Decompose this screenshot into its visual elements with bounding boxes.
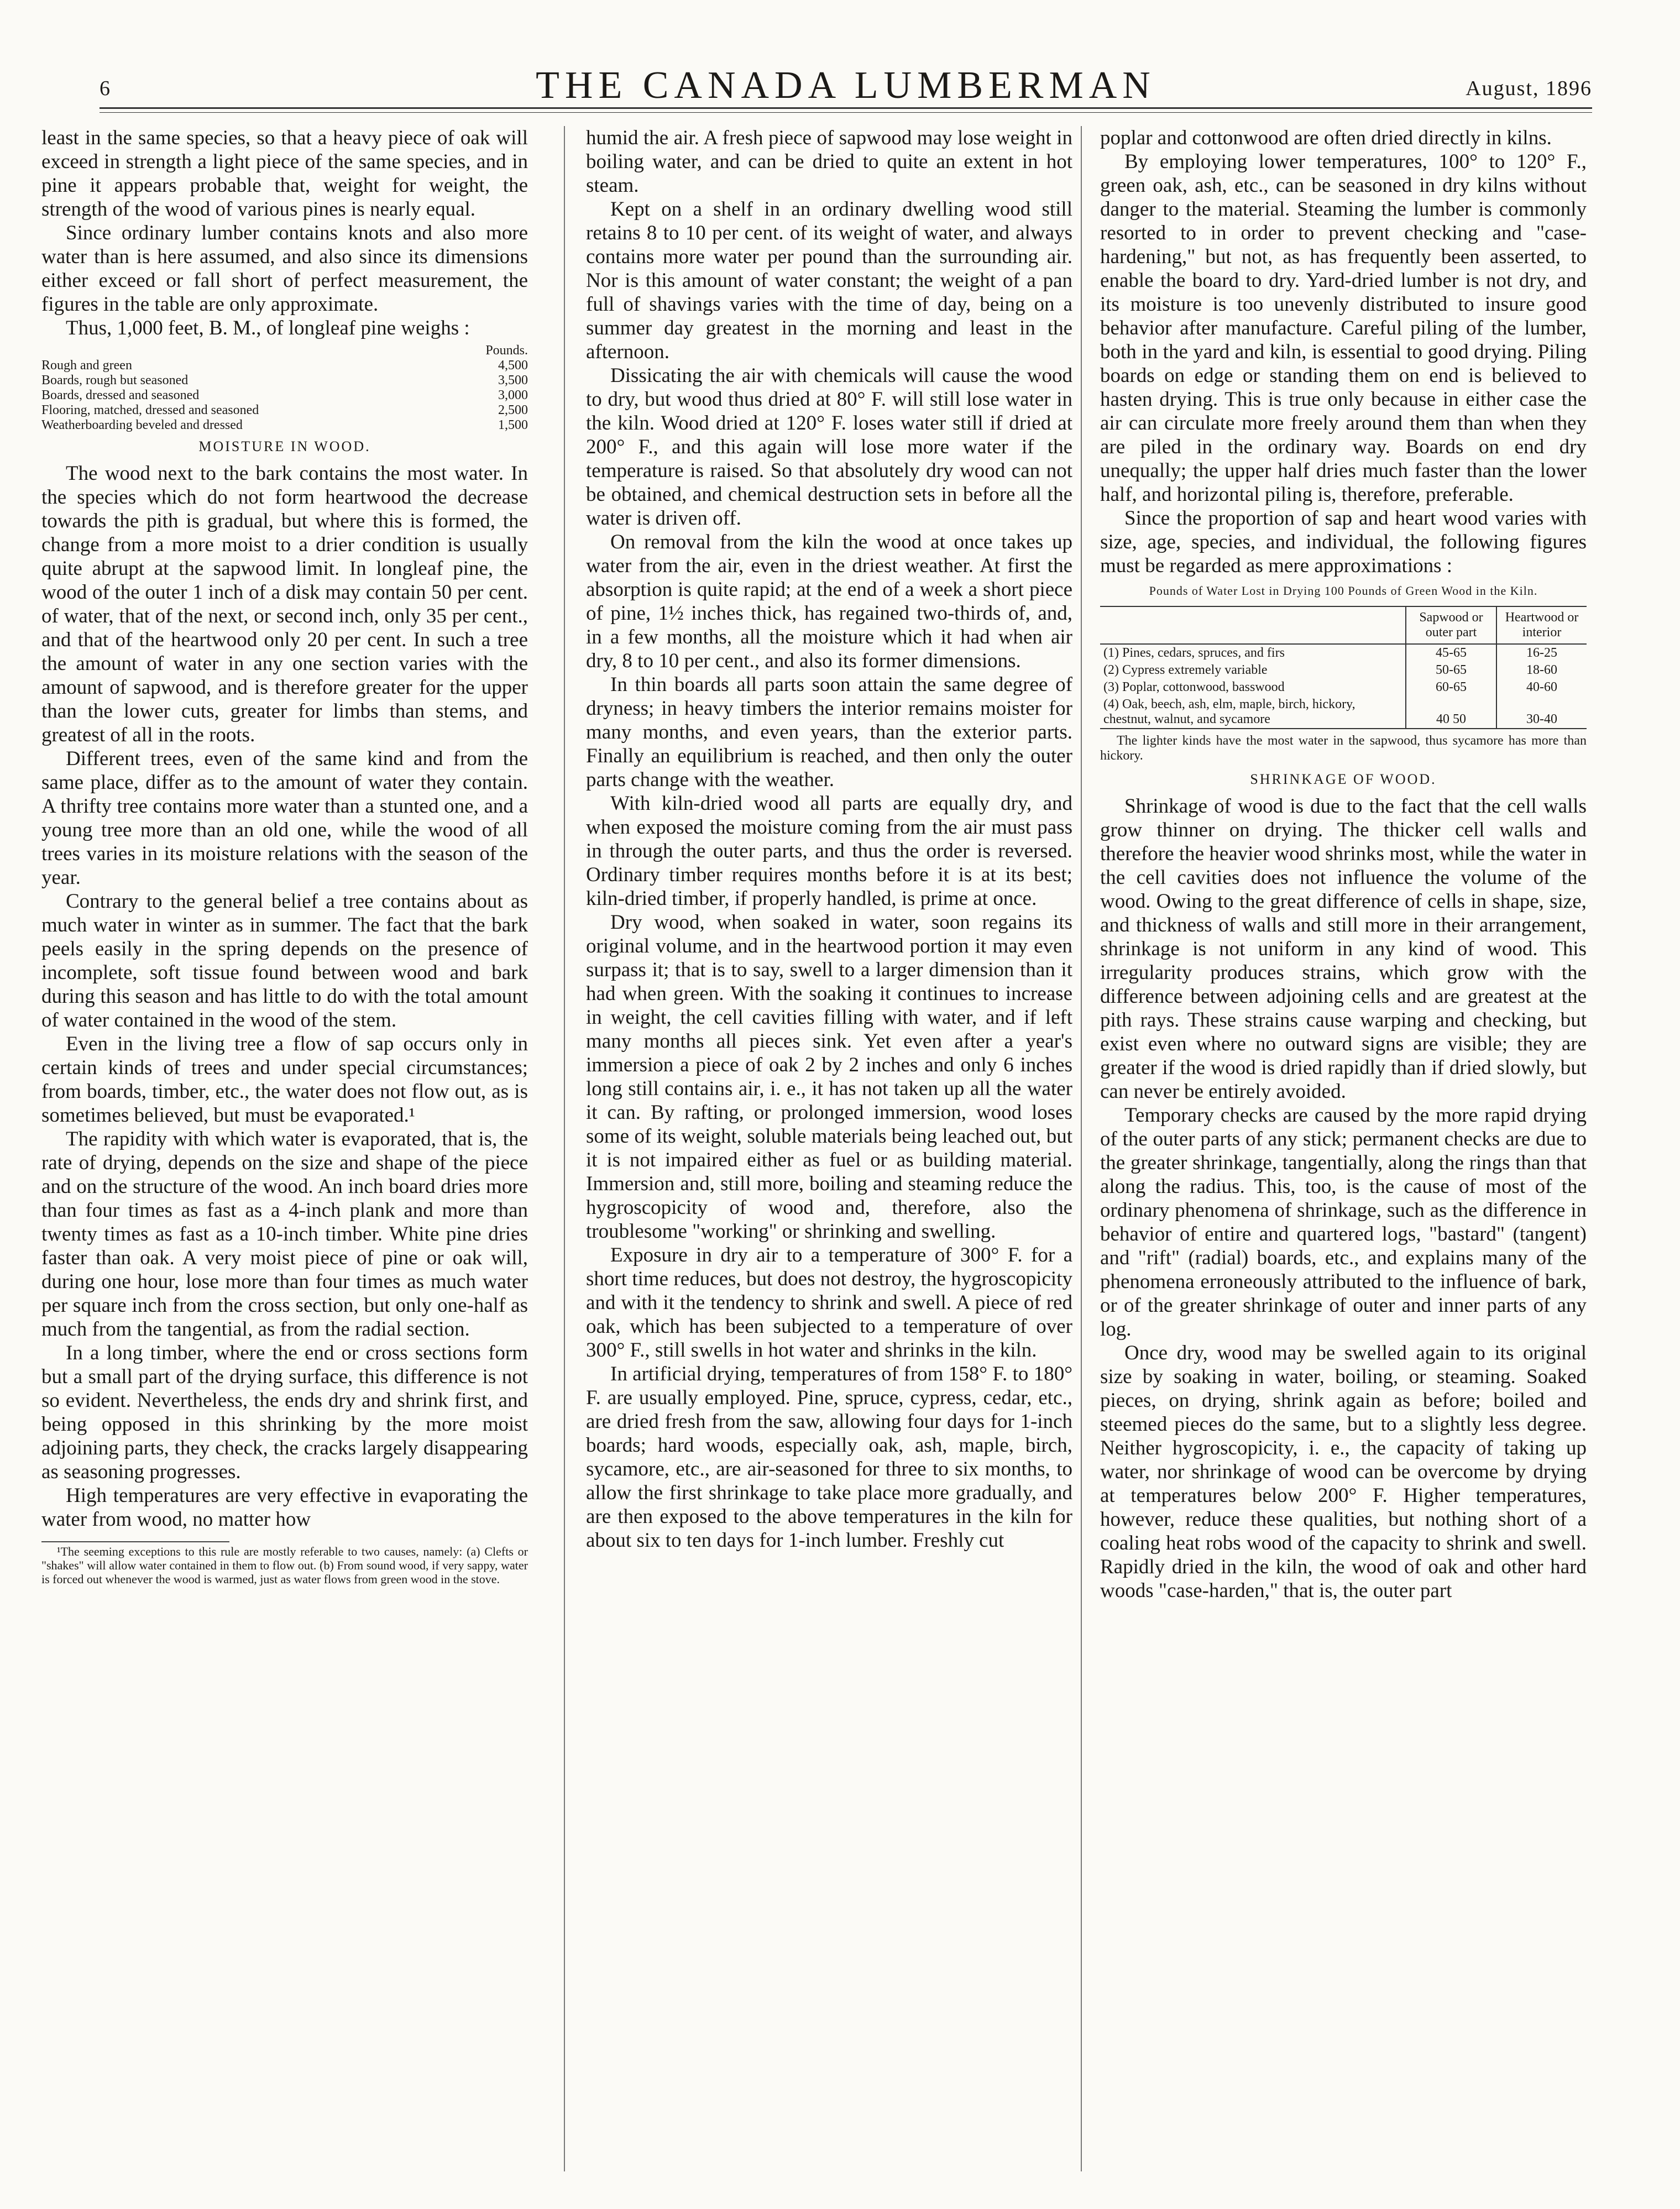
table-note: The lighter kinds have the most water in the sapwood, thus sycamore has more than hickory.	[1100, 734, 1587, 763]
paragraph: Dry wood, when soaked in water, soon regains its original volume, and in the heartwood portion it may even surpass it; that is to say, swell to a larger dimension than it had when green. With the soaking it continues to increase in weight, the cell cavities filling with water, and if left many months all pieces sink. Yet even after a year's immersion a piece of oak 2 by 2 inches and only 6 inches long still contains air, i. e., it has not taken up all the water it can. By rafting, or prolonged immersion, wood loses some of its weight, soluble materials being leached out, but it is not impaired either as fuel or as building material. Immersion and, still more, boiling and steaming reduce the hygroscopicity of wood and, therefore, also the troublesome "working" or shrinking and swelling.	[586, 911, 1072, 1243]
header-rule-thin	[100, 112, 1592, 113]
table-cell: 18-60	[1496, 662, 1587, 679]
table-header	[1100, 606, 1406, 644]
table-header: Heartwood or interior	[1496, 606, 1587, 644]
paragraph: In thin boards all parts soon attain the same degree of dryness; in heavy timbers the interior remains moister for many months, and even years, than the exterior parts. Finally an equilibrium is reached, and then only the outer parts change with the weather.	[586, 673, 1072, 791]
table-cell: Boards, dressed and seasoned	[41, 388, 200, 402]
paragraph: Kept on a shelf in an ordinary dwelling wood still retains 8 to 10 per cent. of its weight of water, and always contains more water per pound than the surrounding air. Nor is this amount of water constant; the weight of a pan full of shavings varies with the time of day, being on a summer day greatest in the morning and least in the afternoon.	[586, 198, 1072, 363]
table-cell: 3,000	[498, 388, 528, 402]
table-cell: (2) Cypress extremely variable	[1103, 663, 1268, 677]
paragraph: Since ordinary lumber contains knots and also more water than is here assumed, and also since its dimensions either exceed or fall short of perfect measurement, the figures in the table are only approximate.	[41, 222, 528, 316]
paragraph: Since the proportion of sap and heart wood varies with size, age, species, and individual, the following figures must be regarded as mere approximations :	[1100, 507, 1587, 577]
weights-unit: Pounds.	[485, 343, 528, 358]
table-cell: 60-65	[1406, 679, 1496, 696]
table-cell: 40-60	[1496, 679, 1587, 696]
table-row	[1100, 696, 1587, 729]
column-1	[41, 126, 528, 2182]
table-cell: 2,500	[498, 403, 528, 417]
table-cell: Rough and green	[41, 358, 132, 373]
header-rule	[100, 107, 1592, 109]
table-row	[1100, 662, 1587, 679]
table-cell: 30-40	[1496, 696, 1587, 729]
column-divider	[1081, 126, 1082, 2171]
paragraph: High temperatures are very effective in evaporating the water from wood, no matter how	[41, 1484, 528, 1531]
paragraph: humid the air. A fresh piece of sapwood may lose weight in boiling water, and can be dried to quite an extent in hot steam.	[586, 127, 1072, 197]
paragraph: Thus, 1,000 feet, B. M., of longleaf pine weighs :	[66, 317, 470, 339]
paragraph: Dissicating the air with chemicals will cause the wood to dry, but wood thus dried at 80° F. will still lose water in the kiln. Wood dried at 120° F. loses water still if dried at 200° F., and this again will lose more water if the temperature is raised. So that absolutely dry wood can not be obtained, and chemical destruction sets in before all the water is driven off.	[586, 364, 1072, 530]
paragraph: Shrinkage of wood is due to the fact that the cell walls grow thinner on drying. The thicker cell walls and therefore the heavier wood shrinks most, while the water in the cell cavities does not influence the volume of the wood. Owing to the great difference of cells in shape, size, and thickness of walls and still more in their arrangement, shrinkage is not uniform in any kind of wood. This irregularity produces strains, which grow with the difference between adjoining cells and are greatest at the pith rays. These strains cause warping and checking, but exist even where no outward signs are visible; they are greater if the wood is dried rapidly than if dried slowly, but can never be entirely avoided.	[1100, 795, 1587, 1103]
table-cell: (3) Poplar, cottonwood, basswood	[1103, 680, 1285, 694]
paragraph: Different trees, even of the same kind and from the same place, differ as to the amount of water they contain. A thrifty tree contains more water than a stunted one, and a young tree more than an old one, while the wood of all trees varies in its moisture relations with the season of the year.	[41, 747, 528, 889]
table-cell: 16-25	[1496, 644, 1587, 662]
table-row	[41, 403, 528, 418]
page-header	[100, 66, 1592, 105]
column-3	[1100, 126, 1587, 2182]
footnote: ¹The seeming exceptions to this rule are mostly referable to two causes, namely: (a) Clefts or "shakes" will allow water contained in them to flow out. (b) From sound wood, if very sappy, water is forced out whenever the wood is warmed, just as water flows from green wood in the stove.	[41, 1545, 528, 1586]
table-caption: Pounds of Water Lost in Drying 100 Pounds of Green Wood in the Kiln.	[1149, 584, 1538, 598]
paragraph: The wood next to the bark contains the most water. In the species which do not form heartwood the decrease towards the pith is gradual, but where this is formed, the change from a more moist to a drier condition is usually quite abrupt at the sapwood limit. In longleaf pine, the wood of the outer 1 inch of a disk may contain 50 per cent. of water, that of the next, or second inch, only 35 per cent., and that of the heartwood only 20 per cent. In such a tree the amount of water in any one section varies with the amount of sapwood, and is therefore greater for the upper than the lower cuts, greater for limbs than stems, and greatest of all in the roots.	[41, 462, 528, 746]
column-divider	[564, 126, 565, 2171]
paragraph: Temporary checks are caused by the more rapid drying of the outer parts of any stick; permanent checks are due to the greater shrinkage, tangentially, along the rings than that along the radius. This, too, is the cause of most of the ordinary phenomena of shrinkage, such as the difference in behavior of entire and quartered logs, "bastard" (tangent) and "rift" (radial) boards, etc., and explains many of the phenomena erroneously attributed to the influence of bark, or of the greater shrinkage of outer and inner parts of any log.	[1100, 1104, 1587, 1341]
table-cell: 3,500	[498, 373, 528, 388]
table-cell: 45-65	[1406, 644, 1496, 662]
table-header: Sapwood or outer part	[1406, 606, 1496, 644]
table-cell: 50-65	[1406, 662, 1496, 679]
column-2	[586, 126, 1072, 2182]
paragraph: Even in the living tree a flow of sap occurs only in certain kinds of trees and under special circumstances; from boards, timber, etc., the water does not flow out, as is sometimes believed, but must be evaporated.¹	[41, 1033, 528, 1127]
paragraph: The rapidity with which water is evaporated, that is, the rate of drying, depends on the size and shape of the piece and on the structure of the wood. An inch board dries more than four times as fast as a 4-inch plank and more than twenty times as fast as a 10-inch timber. White pine dries faster than oak. A very moist piece of pine or oak will, during one hour, lose more than four times as much water per square inch from the cross section, but only one-half as much from the tangential, as from the radial section.	[41, 1128, 528, 1341]
table-cell: Weatherboarding beveled and dressed	[41, 418, 243, 432]
table-row	[1100, 679, 1587, 696]
table-row	[41, 388, 528, 403]
table-row	[41, 418, 528, 433]
table-row	[1100, 644, 1587, 662]
paragraph: In a long timber, where the end or cross sections form but a small part of the drying surface, this difference is not so evident. Nevertheless, the ends dry and shrink first, and being opposed in this shrinking by the more moist adjoining parts, they check, the cracks largely disappearing as seasoning progresses.	[41, 1342, 528, 1483]
footnote-rule	[41, 1541, 229, 1542]
masthead: THE CANADA LUMBERMAN	[536, 64, 1156, 107]
table-row	[41, 358, 528, 373]
paragraph: In artificial drying, temperatures of from 158° F. to 180° F. are usually employed. Pine, spruce, cypress, cedar, etc., are dried fresh from the saw, allowing four days for 1-inch boards; hard woods, especially oak, ash, maple, birch, sycamore, etc., are air-seasoned for three to six months, to allow the first shrinkage to take place more gradually, and are then exposed to the above temperatures in the kiln for about six to ten days for 1-inch lumber. Freshly cut	[586, 1363, 1072, 1552]
paragraph: On removal from the kiln the wood at once takes up water from the air, even in the driest weather. At first the absorption is quite rapid; at the end of a week a short piece of pine, 1½ inches thick, has regained two-thirds of, and, in a few months, all the moisture which it had when air dry, 8 to 10 per cent., and also its former dimensions.	[586, 531, 1072, 672]
paragraph: By employing lower temperatures, 100° to 120° F., green oak, ash, etc., can be seasoned in dry kilns without danger to the material. Steaming the lumber is commonly resorted to in order to prevent checking and "case-hardening," but not, as has frequently been asserted, to enable the board to dry. Yard-dried lumber is not dry, and its moisture is too unevenly distributed to insure good behavior after manufacture. Careful piling of the lumber, both in the yard and kiln, is essential to good drying. Piling boards on edge or standing them on end is believed to hasten drying. This is true only because in either case the air can circulate more freely around them than when they are piled in the ordinary way. Boards on end dry unequally; the upper half dries much faster than the lower half, and horizontal piling is, therefore, preferable.	[1100, 150, 1587, 506]
section-heading: MOISTURE IN WOOD.	[198, 438, 371, 454]
water-loss-table	[1100, 606, 1587, 729]
table-cell: Boards, rough but seasoned	[41, 373, 189, 388]
paragraph: Contrary to the general belief a tree contains about as much water in winter as in summer. The fact that the bark peels easily in the spring depends on the presence of incomplete, soft tissue found between wood and bark during this season and has little to do with the total amount of water contained in the wood of the stem.	[41, 890, 528, 1032]
paragraph: poplar and cottonwood are often dried directly in kilns.	[1100, 127, 1552, 149]
weights-table	[41, 343, 528, 433]
table-cell: 1,500	[498, 418, 528, 432]
paragraph: Once dry, wood may be swelled again to its original size by soaking in water, boiling, or steaming. Soaked pieces, on drying, shrink again as before; boiled and steemed pieces do the same, but to a slightly less degree. Neither hygroscopicity, i. e., the capacity of taking up water, nor shrinkage of wood can be overcome by drying at temperatures below 200° F. Higher temperatures, however, reduce these qualities, but nothing short of a coaling heat robs wood of the capacity to shrink and swell. Rapidly dried in the kiln, the wood of oak and other hard woods "case-harden," that is, the outer part	[1100, 1342, 1587, 1602]
paragraph: With kiln-dried wood all parts are equally dry, and when exposed the moisture coming from the air must pass in through the outer parts, and thus the order is reversed. Ordinary timber requires months before it is at its best; kiln-dried timber, if properly handled, is prime at once.	[586, 792, 1072, 910]
table-cell: Flooring, matched, dressed and seasoned	[41, 403, 259, 417]
page-number: 6	[100, 77, 110, 100]
table-cell: (1) Pines, cedars, spruces, and firs	[1103, 646, 1285, 660]
table-cell: 4,500	[498, 358, 528, 373]
section-heading: SHRINKAGE OF WOOD.	[1250, 771, 1437, 787]
issue-date: August, 1896	[1466, 77, 1592, 100]
paragraph: least in the same species, so that a heavy piece of oak will exceed in strength a light piece of the same species, and in pine it appears probable that, weight for weight, the strength of the wood of various pines is nearly equal.	[41, 127, 528, 221]
paragraph: Exposure in dry air to a temperature of 300° F. for a short time reduces, but does not destroy, the hygroscopicity and with it the tendency to shrink and swell. A piece of red oak, which has been subjected to a temperature of over 300° F., still swells in hot water and shrinks in the kiln.	[586, 1244, 1072, 1362]
table-cell: 40 50	[1406, 696, 1496, 729]
table-cell: (4) Oak, beech, ash, elm, maple, birch, hickory, chestnut, walnut, and sycamore	[1100, 696, 1406, 729]
table-row	[41, 373, 528, 388]
